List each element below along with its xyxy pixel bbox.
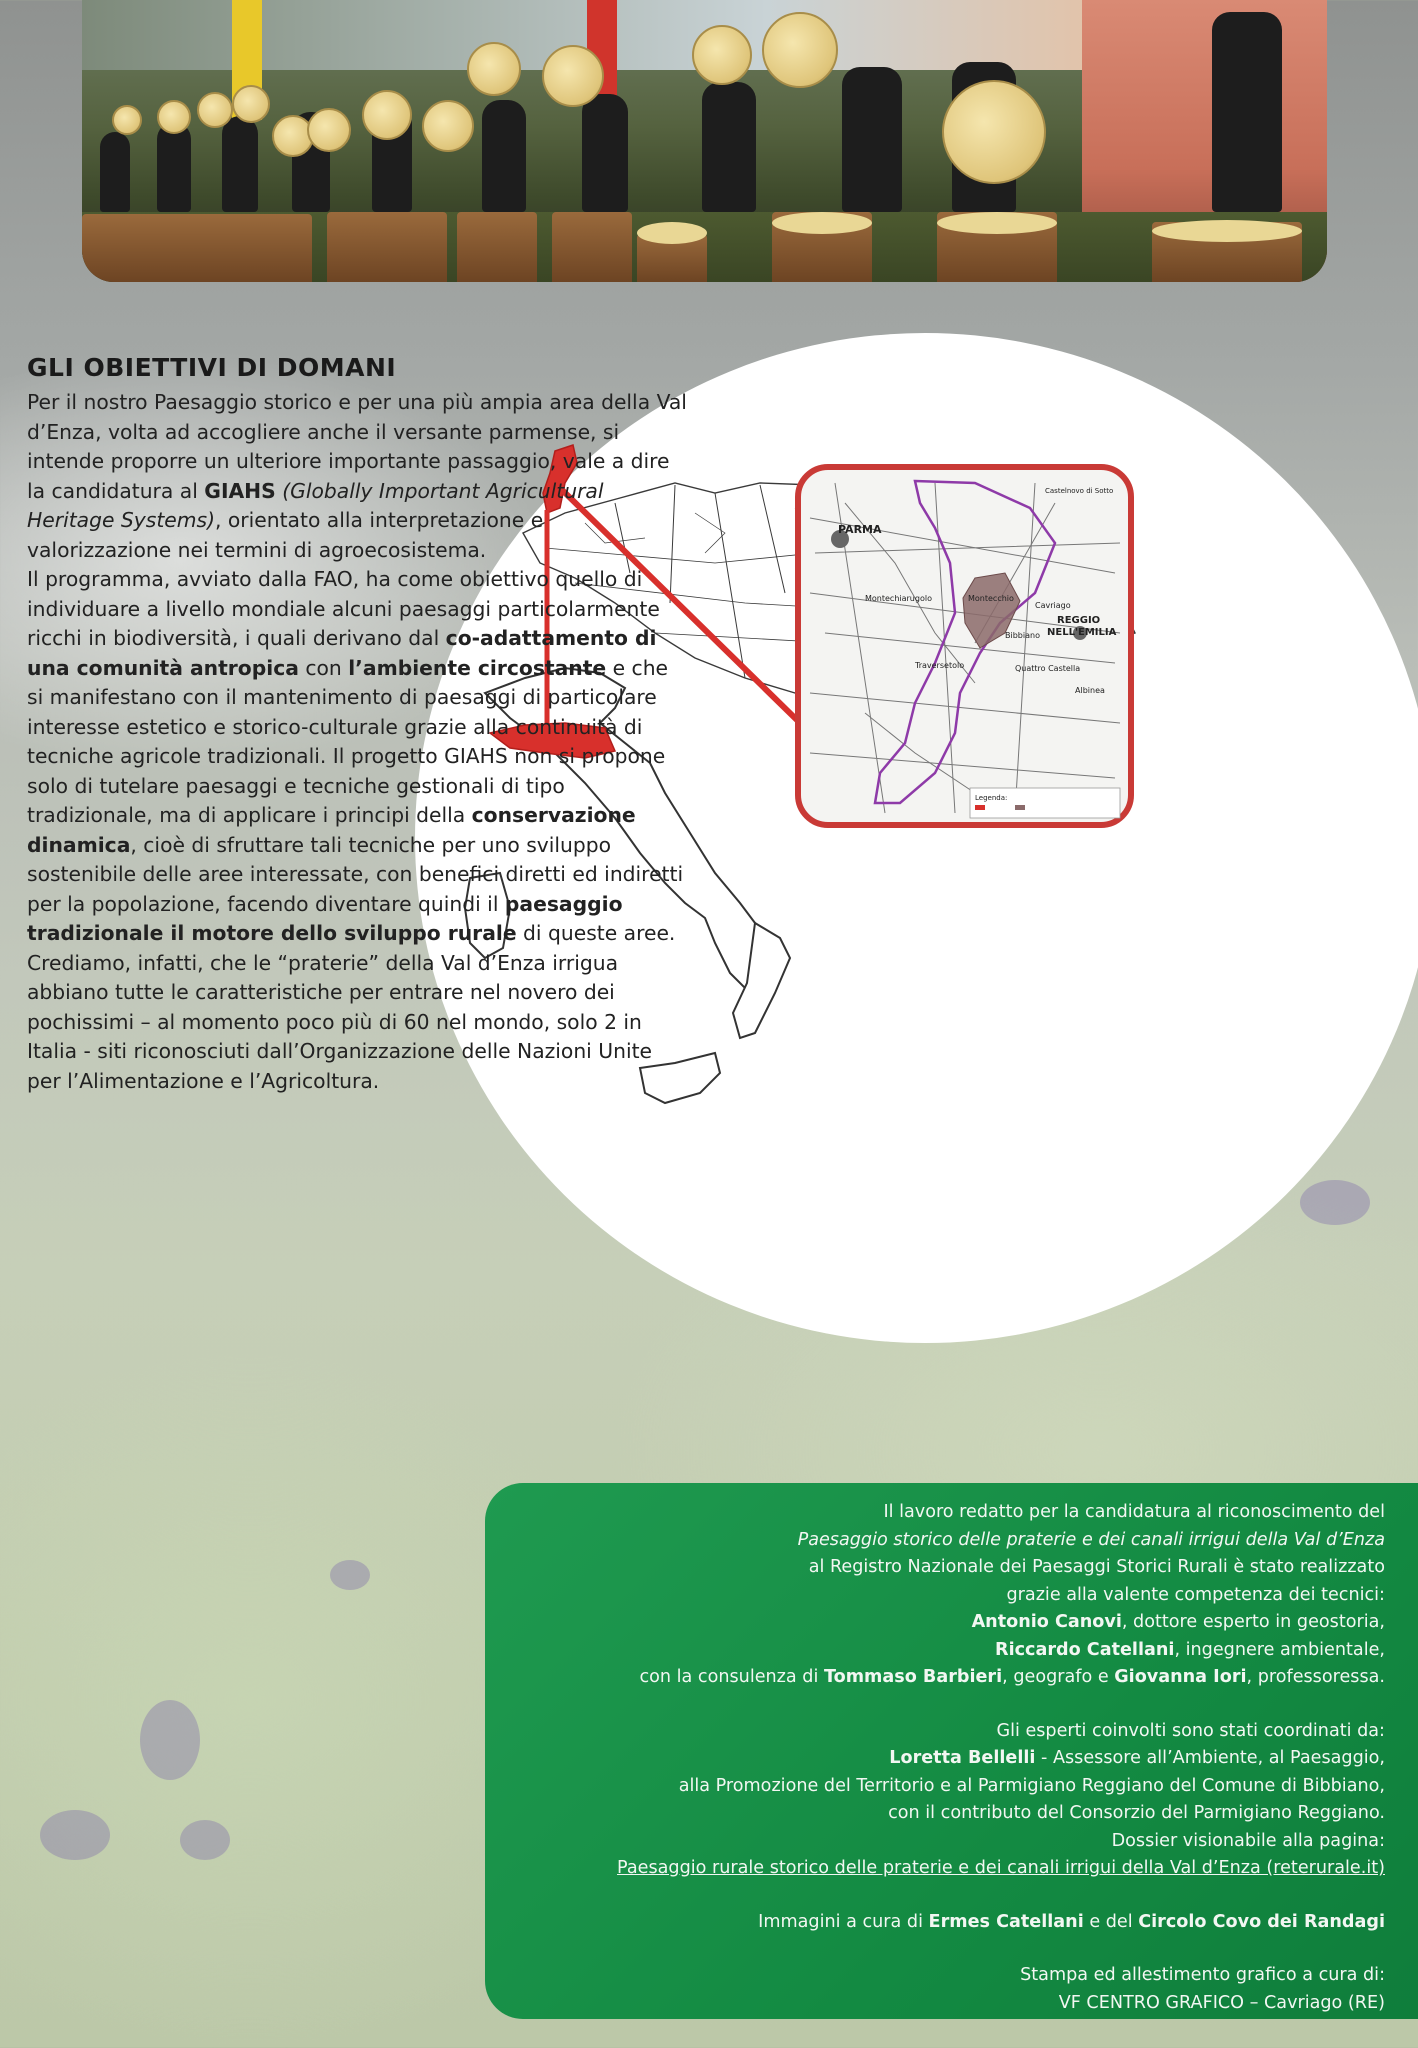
cheese-wheel: [762, 12, 838, 88]
cheese-stand: [327, 212, 447, 282]
background-flower: [330, 1560, 370, 1590]
credits-line: Dossier visionabile alla pagina:: [1111, 1830, 1385, 1851]
cheese-on-stand: [937, 212, 1057, 234]
text-run: , orientato alla interpretazione e valorizzazione nei termini di agroecosistema.: [27, 508, 544, 562]
credits-line: [505, 1637, 1385, 1665]
cheese-stand: [457, 212, 537, 282]
person-name: Giovanna Iori: [1114, 1667, 1247, 1687]
text-run: Il programma, avviato dalla FAO, ha come obiettivo quello di individuare a livello mondiale alcuni paesaggi particolarmente ricchi in biodiversità, i quali derivano dal: [27, 567, 660, 650]
text-run: Immagini a cura di: [758, 1911, 929, 1932]
map-legend-swatch: [1015, 805, 1025, 810]
cheese-on-stand: [1152, 220, 1302, 242]
map-legend-title: Legenda:: [975, 794, 1008, 802]
text-run: , dottore esperto in geostoria,: [1121, 1612, 1385, 1632]
spacer: [505, 1692, 1385, 1718]
bold-run: GIAHS: [204, 478, 276, 503]
body-text: [27, 388, 687, 1096]
map-label-parma: PARMA: [838, 523, 882, 536]
photo-person: [582, 94, 628, 212]
map-label-reggio-2: NELL'EMILIA: [1047, 627, 1117, 638]
person-name: Loretta Bellelli: [889, 1748, 1036, 1768]
photo-person: [842, 67, 902, 212]
bold-run: paesaggio tradizionale il motore dello sviluppo rurale: [27, 891, 623, 945]
section-heading: GLI OBIETTIVI DI DOMANI: [27, 353, 397, 382]
map-label-albinea: Albinea: [1075, 686, 1105, 695]
cheese-wheel: [542, 45, 604, 107]
credits-line: [505, 1855, 1385, 1883]
detail-map-inset: [798, 467, 1131, 825]
cheese-wheel: [362, 90, 412, 140]
cheese-wheel: [307, 108, 351, 152]
person-name: Ermes Catellani: [928, 1911, 1084, 1932]
person-name: Tommaso Barbieri: [823, 1667, 1003, 1687]
background-flower: [140, 1700, 200, 1780]
text-run: Per il nostro Paesaggio storico e per una più ampia area della Val d’Enza, volta ad accogliere anche il versante parmense, si intende proporre un ulteriore importante passaggio, vale a dire la candidatura al: [27, 390, 687, 503]
bold-run: l’ambiente circostante: [348, 655, 607, 680]
bold-run: conservazione dinamica: [27, 803, 636, 857]
italic-run: (Globally Important Agricultural Heritage Systems): [27, 478, 604, 532]
text-run: di queste aree. Crediamo, infatti, che le “praterie” della Val d’Enza irrigua abbiano tutte le caratteristiche per entrare nel novero dei pochissimi – al momento poco più di 60 nel mondo, solo 2 in Italia - siti riconosciuti dall’Organizzazione delle Nazioni Unite per l’Alimentazione e l’Agricoltura.: [27, 921, 676, 1093]
paragraph-giahs: [27, 388, 687, 565]
credits-line: grazie alla valente competenza dei tecnici:: [1006, 1584, 1385, 1605]
credits-line: [505, 1609, 1385, 1637]
map-label-reggio: REGGIO: [1057, 615, 1101, 626]
cheese-wheel: [692, 25, 752, 85]
text-run: , geografo e: [1002, 1667, 1115, 1687]
person-name: Antonio Canovi: [971, 1612, 1122, 1632]
spacer: [505, 1883, 1385, 1909]
cheese-on-stand: [772, 212, 872, 234]
map-legend-box: [970, 788, 1120, 818]
background-flower: [40, 1810, 110, 1860]
map-label-bibbiano: Bibbiano: [1005, 631, 1040, 640]
text-run: , professoressa.: [1246, 1667, 1385, 1687]
map-label-cavriago: Cavriago: [1035, 601, 1071, 610]
text-run: , cioè di sfruttare tali tecniche per uno sviluppo sostenibile delle aree interessate, con benefici diretti ed indiretti per la popolazione, facendo diventare quindi il: [27, 832, 684, 916]
background-flower: [180, 1820, 230, 1860]
map-label-castelnovo: Castelnovo di Sotto: [1045, 487, 1114, 495]
map-label-montecchio: Montecchio: [968, 594, 1014, 603]
credits-line: Il lavoro redatto per la candidatura al riconoscimento del: [883, 1502, 1385, 1522]
credits-line: Stampa ed allestimento grafico a cura di:: [1020, 1965, 1385, 1985]
cheese-wheel: [467, 42, 521, 96]
credits-line: [505, 1664, 1385, 1692]
cheese-stand: [82, 214, 312, 282]
organization-name: Circolo Covo dei Randagi: [1138, 1911, 1385, 1932]
credits-line: [505, 1909, 1385, 1937]
photo-person: [1212, 12, 1282, 212]
map-legend-swatch: [975, 805, 985, 810]
text-run: e del: [1083, 1911, 1139, 1932]
cheese-wheels-photo: [82, 0, 1327, 282]
cheese-wheel: [157, 100, 191, 134]
text-run: con: [298, 655, 349, 680]
photo-person: [157, 122, 191, 212]
cheese-wheel: [232, 85, 270, 123]
credits-line: VF CENTRO GRAFICO – Cavriago (RE): [1058, 1992, 1385, 2013]
text-run: - Assessore all’Ambiente, al Paesaggio,: [1035, 1748, 1385, 1768]
credits-line: [505, 1527, 1385, 1555]
photo-person: [222, 116, 258, 212]
photo-person: [702, 82, 756, 212]
credits-line: Gli esperti coinvolti sono stati coordinati da:: [996, 1720, 1385, 1741]
photo-person: [482, 100, 526, 212]
credits-line: alla Promozione del Territorio e al Parmigiano Reggiano del Comune di Bibbiano,: [678, 1775, 1385, 1796]
credits-line: [505, 1745, 1385, 1773]
text-run: , ingegnere ambientale,: [1174, 1639, 1385, 1660]
credits-box: [485, 1483, 1418, 2019]
credits-line: al Registro Nazionale dei Paesaggi Storici Rurali è stato realizzato: [808, 1557, 1385, 1577]
map-label-traversetolo: Traversetolo: [915, 661, 965, 670]
cheese-wheel: [112, 105, 142, 135]
cheese-stand: [552, 212, 632, 282]
paragraph-programma: [27, 565, 687, 1096]
cheese-on-stand: [637, 222, 707, 244]
cheese-wheel: [197, 92, 233, 128]
dossier-link[interactable]: Paesaggio rurale storico delle praterie e dei canali irrigui della Val d’Enza (reterurale.it): [617, 1858, 1385, 1878]
italic-run: Paesaggio storico delle praterie e dei canali irrigui della Val d’Enza: [797, 1529, 1385, 1550]
photo-person: [100, 132, 130, 212]
person-name: Riccardo Catellani: [995, 1639, 1175, 1660]
text-run: e che si manifestano con il mantenimento di paesaggi di particolare interesse estetico e storico-culturale grazie alla continuità di tecniche agricole tradizionali. Il progetto GIAHS non si propone solo di tutelare paesaggi e tecniche gestionali di tipo tradizionale, ma di applicare i principi della: [27, 655, 669, 827]
credits-line: con il contributo del Consorzio del Parmigiano Reggiano.: [888, 1803, 1385, 1823]
cheese-wheel: [942, 80, 1046, 184]
spacer: [505, 1936, 1385, 1962]
map-label-quattro-castella: Quattro Castella: [1015, 664, 1081, 673]
text-run: con la consulenza di: [639, 1667, 824, 1687]
map-label-montechiarugolo: Montechiarugolo: [865, 594, 932, 603]
bold-run: co-adattamento di una comunità antropica: [27, 626, 657, 680]
cheese-wheel: [422, 100, 474, 152]
